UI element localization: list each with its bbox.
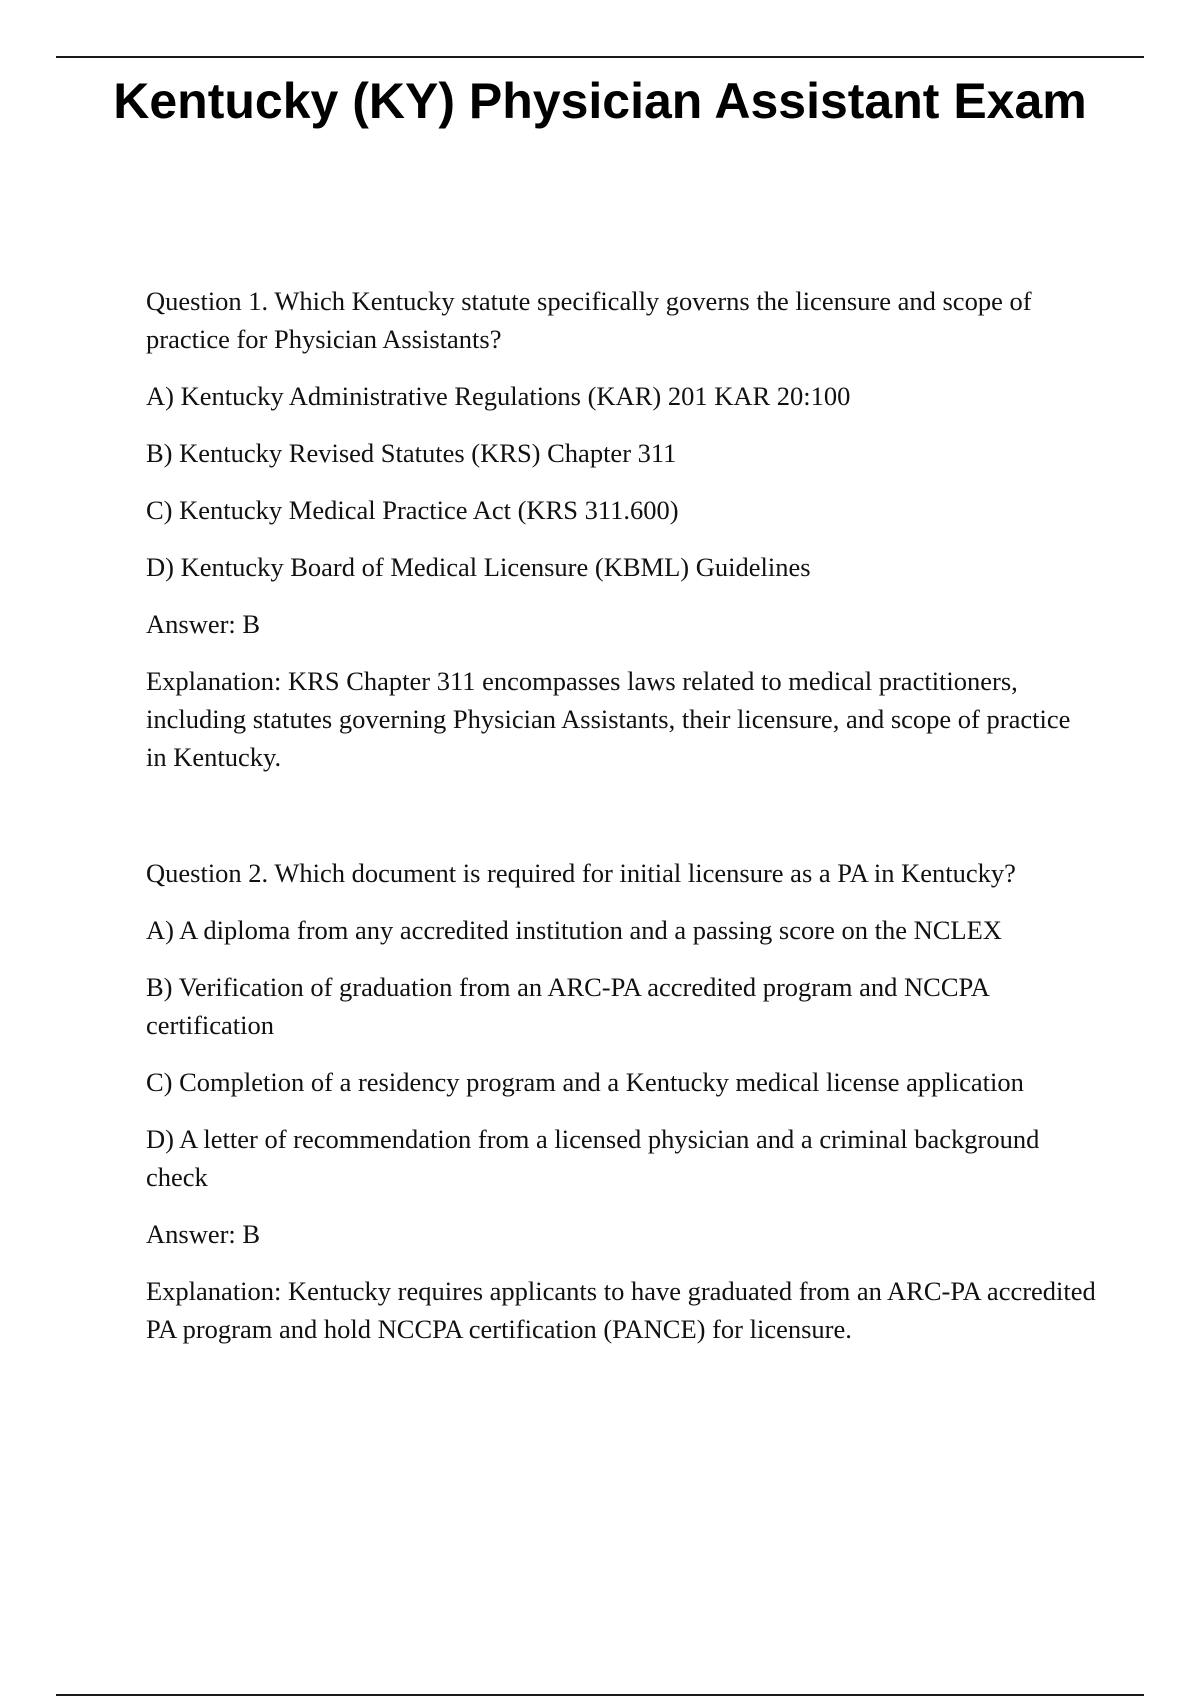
question-block-2 bbox=[146, 854, 1096, 1348]
explanation-text: Explanation: Kentucky requires applicants to have graduated from an ARC-PA accredited PA program and hold NCCPA certification (PANCE) for licensure. bbox=[146, 1276, 1096, 1344]
option-d: D) Kentucky Board of Medical Licensure (KBML) Guidelines bbox=[146, 552, 811, 582]
option-c: C) Kentucky Medical Practice Act (KRS 311.600) bbox=[146, 495, 679, 525]
document-title: Kentucky (KY) Physician Assistant Exam bbox=[113, 73, 1087, 129]
option-a: A) A diploma from any accredited institution and a passing score on the NCLEX bbox=[146, 915, 1002, 945]
explanation-text: Explanation: KRS Chapter 311 encompasses laws related to medical practitioners, including statutes governing Physician Assistants, their licensure, and scope of practice in Kentucky. bbox=[146, 666, 1071, 772]
question-block-1 bbox=[146, 282, 1096, 776]
option-a: A) Kentucky Administrative Regulations (KAR) 201 KAR 20:100 bbox=[146, 381, 851, 411]
top-divider bbox=[56, 56, 1144, 58]
answer-text: Answer: B bbox=[146, 609, 261, 639]
option-b: B) Verification of graduation from an ARC-PA accredited program and NCCPA certification bbox=[146, 972, 989, 1040]
question-text: Question 2. Which document is required for initial licensure as a PA in Kentucky? bbox=[146, 858, 1016, 888]
option-b: B) Kentucky Revised Statutes (KRS) Chapter 311 bbox=[146, 438, 677, 468]
option-d: D) A letter of recommendation from a licensed physician and a criminal background check bbox=[146, 1124, 1040, 1192]
option-c: C) Completion of a residency program and a Kentucky medical license application bbox=[146, 1067, 1024, 1097]
question-text: Question 1. Which Kentucky statute specifically governs the licensure and scope of practice for Physician Assistants? bbox=[146, 286, 1032, 354]
answer-text: Answer: B bbox=[146, 1219, 261, 1249]
bottom-divider bbox=[56, 1694, 1144, 1696]
document-body bbox=[146, 282, 1096, 1367]
